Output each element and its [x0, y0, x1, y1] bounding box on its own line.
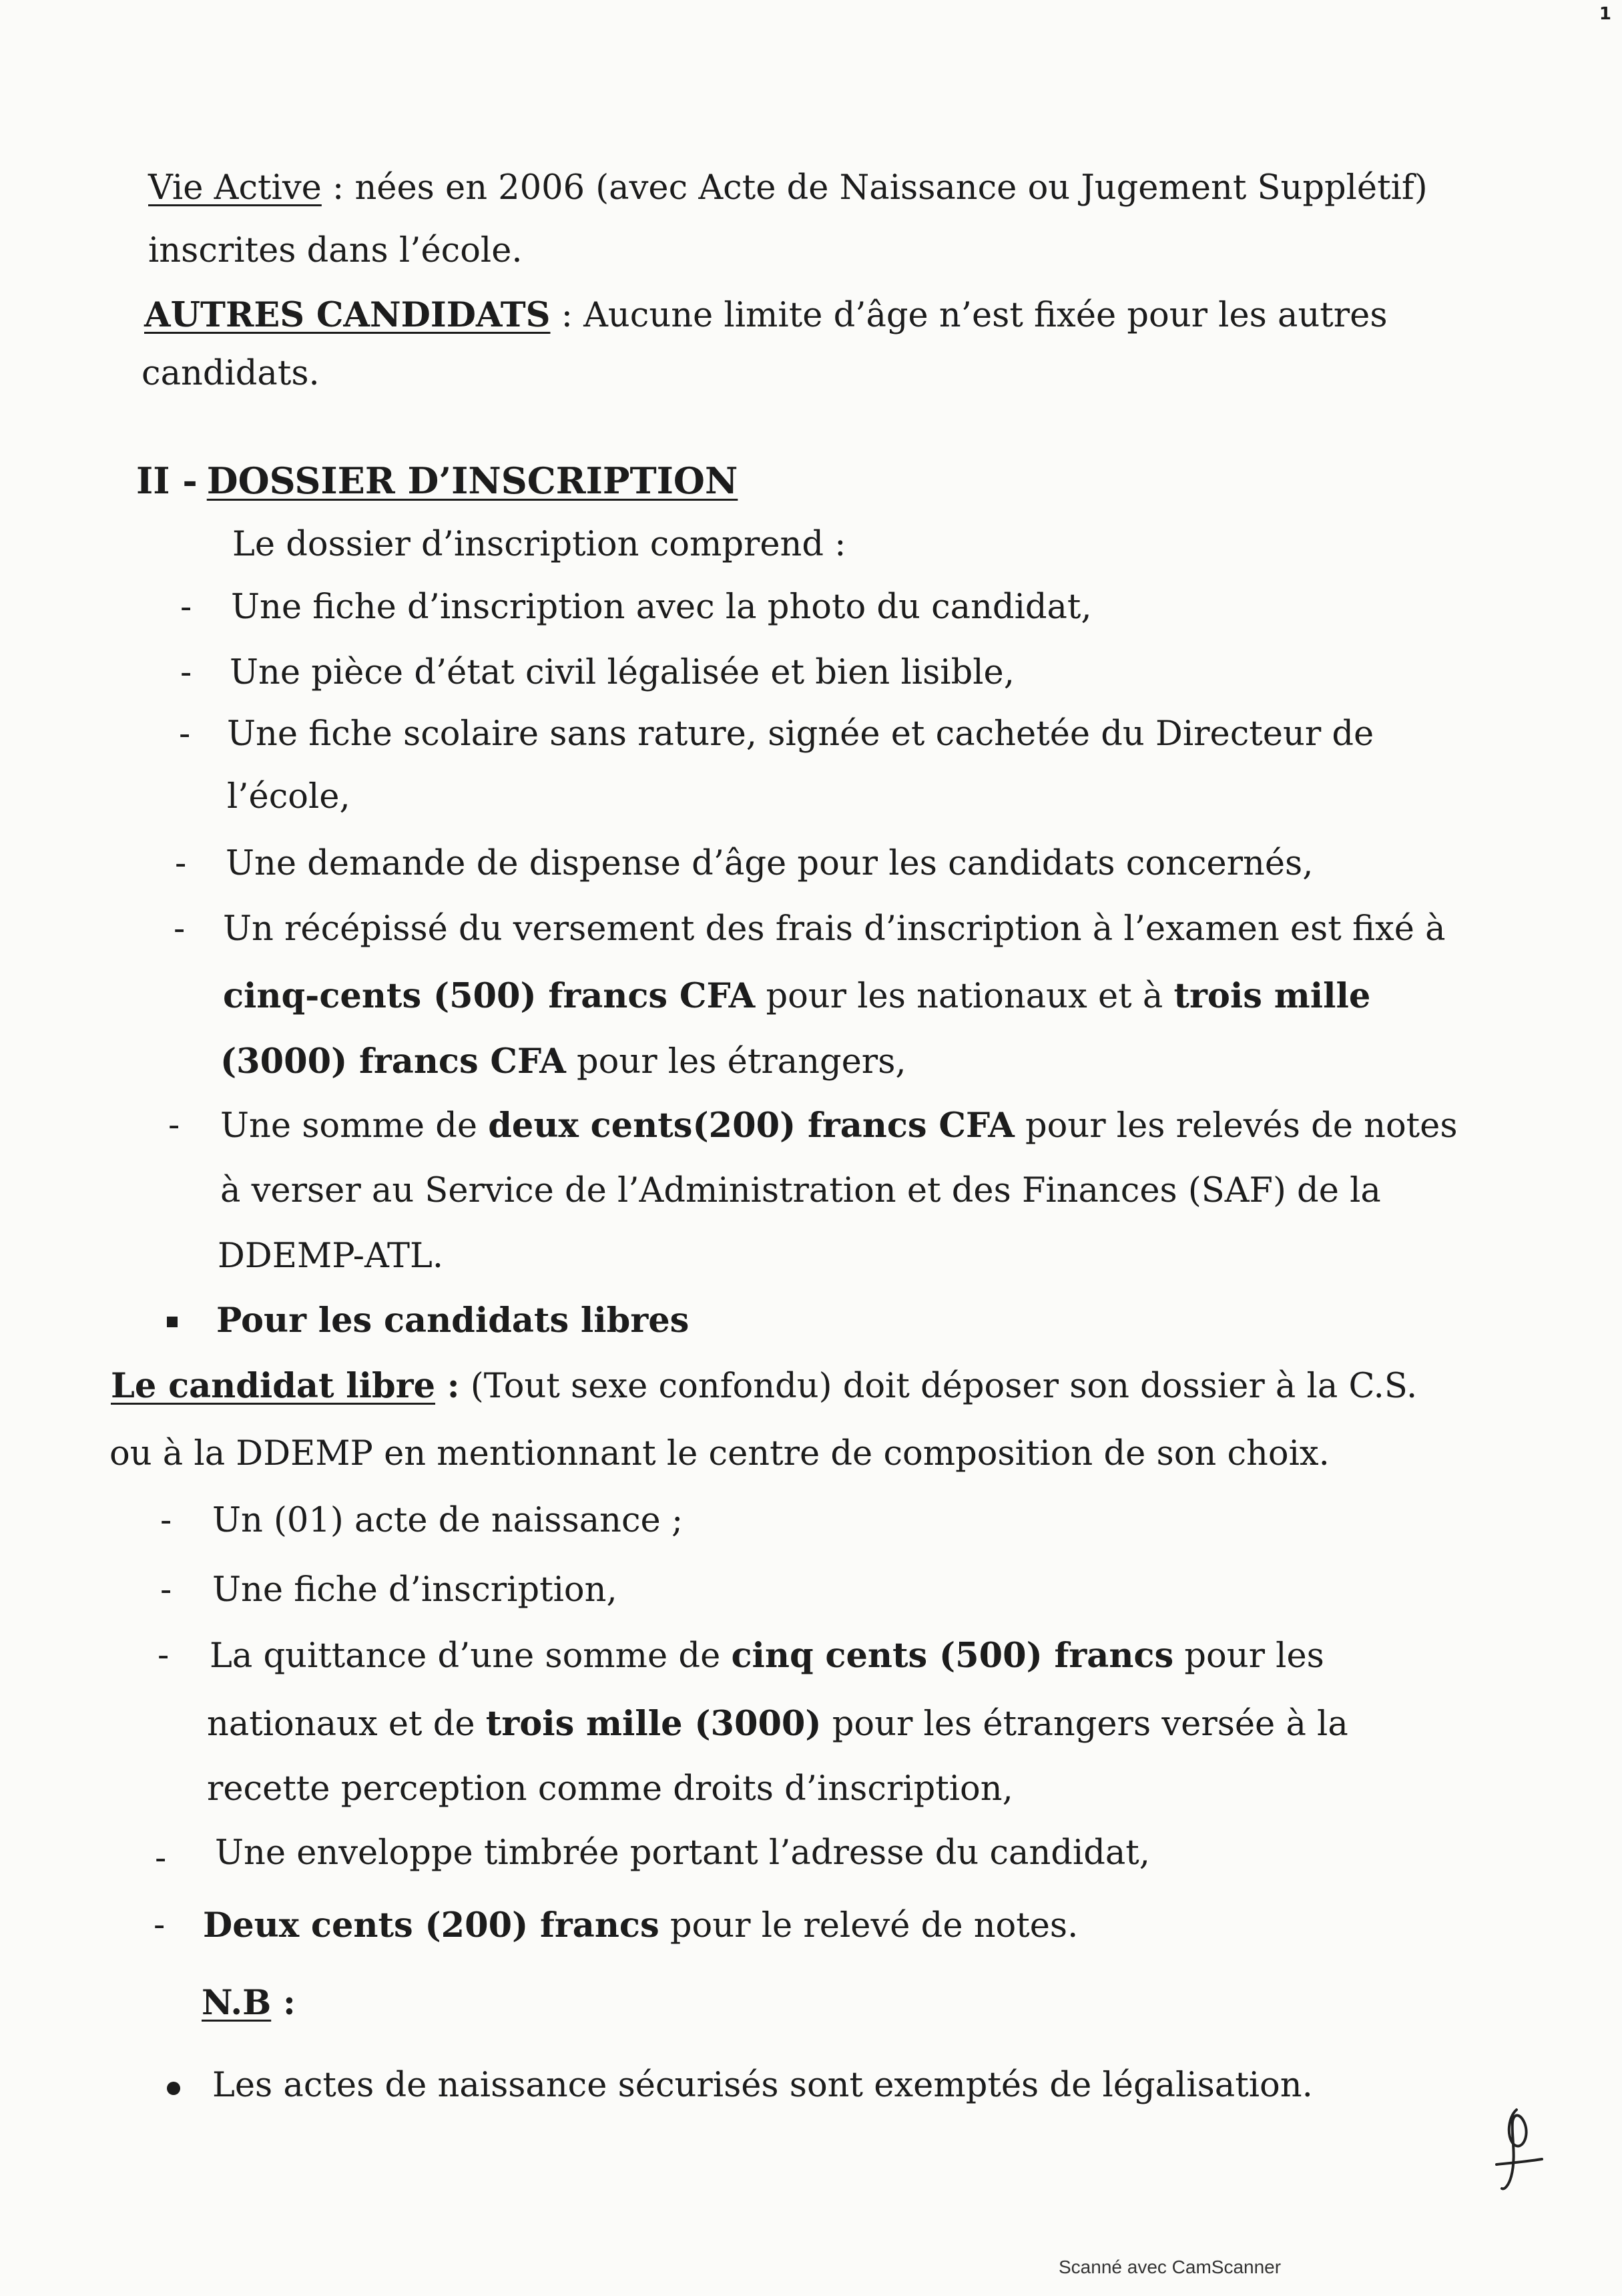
section-heading — [136, 459, 738, 503]
libres-item-5 — [203, 1904, 1078, 1947]
libres-item-3-cont — [207, 1702, 1348, 1746]
dash-bullet: - — [174, 909, 186, 949]
dossier-item-5-cont-2 — [220, 1040, 906, 1084]
dossier-item-4: Une demande de dispense d’âge pour les candidats concernés, — [226, 844, 1314, 883]
libres-item-3-cont-2: recette perception comme droits d’inscription, — [207, 1769, 1013, 1809]
vie-active-line-2: inscrites dans l’école. — [148, 231, 523, 270]
vie-active-text: : nées en 2006 (avec Acte de Naissance ou Jugement Supplétif) — [321, 168, 1428, 208]
libres-heading-text: Pour les candidats libres — [216, 1301, 690, 1341]
dossier-item-5-end: pour les étrangers, — [565, 1042, 906, 1082]
libres-item-1: Un (01) acte de naissance ; — [212, 1501, 684, 1540]
libres-heading — [216, 1299, 689, 1343]
vie-active-label: Vie Active — [148, 168, 322, 208]
fee-etrangers-1: trois mille — [1173, 976, 1371, 1016]
dash-bullet: - — [155, 1839, 167, 1878]
dash-bullet: - — [160, 1570, 172, 1610]
fee-nationaux: cinq-cents (500) francs CFA — [223, 976, 756, 1016]
dash-bullet: - — [180, 653, 192, 692]
section-intro: Le dossier d’inscription comprend : — [232, 525, 846, 564]
dossier-item-1: Une fiche d’inscription avec la photo du candidat, — [231, 588, 1092, 627]
dossier-item-3: Une fiche scolaire sans rature, signée et cachetée du Directeur de — [227, 714, 1374, 754]
dossier-item-6 — [220, 1104, 1458, 1148]
autres-candidats-text: : Aucune limite d’âge n’est fixée pour les autres — [550, 296, 1388, 335]
dash-bullet: - — [158, 1636, 170, 1675]
dossier-item-6-cont: à verser au Service de l’Administration et des Finances (SAF) de la — [220, 1171, 1381, 1210]
dossier-item-5-mid: pour les nationaux et à — [755, 977, 1174, 1016]
candidat-libre-colon: : — [435, 1366, 460, 1406]
page-number: 1 — [1599, 4, 1611, 24]
dash-bullet: - — [168, 1106, 180, 1145]
autres-candidats-line-2: candidats. — [142, 354, 320, 393]
dash-bullet: - — [179, 714, 191, 754]
libres-item-3-pre: La quittance d’une somme de — [210, 1636, 732, 1676]
section-title: DOSSIER D’INSCRIPTION — [206, 459, 738, 502]
square-bullet — [167, 1317, 178, 1327]
candidat-libre-text: (Tout sexe confondu) doit déposer son dossier à la C.S. — [459, 1367, 1418, 1406]
nb-label: N.B — [202, 1983, 272, 2023]
libres-item-3 — [210, 1634, 1324, 1678]
libres-item-5-post: pour le relevé de notes. — [659, 1906, 1079, 1945]
libres-item-4: Une enveloppe timbrée portant l’adresse du candidat, — [215, 1833, 1151, 1873]
dossier-item-6-pre: Une somme de — [220, 1106, 489, 1146]
candidat-libre-label: Le candidat libre — [111, 1366, 436, 1406]
libres-item-3-post: pour les — [1173, 1636, 1324, 1676]
dossier-item-5: Un récépissé du versement des frais d’inscription à l’examen est fixé à — [223, 909, 1446, 949]
fee-etrangers-2: (3000) francs CFA — [220, 1042, 566, 1082]
libres-item-3-l2-post: pour les étrangers versée à la — [821, 1704, 1348, 1744]
autres-candidats-line — [144, 294, 1388, 337]
autres-candidats-label: AUTRES CANDIDATS — [144, 295, 551, 335]
libres-item-2: Une fiche d’inscription, — [212, 1570, 617, 1610]
nb-heading — [202, 1982, 296, 2025]
libres-fee-releve: Deux cents (200) francs — [203, 1905, 659, 1945]
dossier-item-6-cont-2: DDEMP-ATL. — [218, 1236, 444, 1276]
fee-releves: deux cents(200) francs CFA — [488, 1106, 1015, 1146]
dash-bullet: - — [154, 1905, 166, 1945]
libres-fee-etrangers: trois mille (3000) — [485, 1704, 822, 1744]
dossier-item-5-cont — [223, 975, 1370, 1018]
libres-fee-nationaux: cinq cents (500) francs — [731, 1636, 1174, 1676]
dossier-item-2: Une pièce d’état civil légalisée et bien lisible, — [230, 653, 1015, 692]
dash-bullet: - — [160, 1501, 172, 1540]
dash-bullet: - — [175, 844, 187, 883]
vie-active-line — [148, 167, 1456, 210]
handwritten-initial-icon — [1482, 2103, 1555, 2197]
dash-bullet: - — [180, 588, 192, 627]
nb-colon: : — [271, 1983, 296, 2023]
scanner-footer: Scanné avec CamScanner — [1059, 2257, 1282, 2277]
dossier-item-6-post: pour les relevés de notes — [1014, 1106, 1458, 1146]
candidat-libre-line — [111, 1365, 1417, 1408]
section-number: II - — [136, 459, 198, 502]
round-bullet — [167, 2082, 180, 2095]
dossier-item-3-cont: l’école, — [227, 777, 350, 817]
libres-item-3-l2-pre: nationaux et de — [207, 1704, 486, 1744]
nb-note: Les actes de naissance sécurisés sont exemptés de légalisation. — [212, 2066, 1313, 2105]
candidat-libre-line-2: ou à la DDEMP en mentionnant le centre de composition de son choix. — [109, 1434, 1330, 1473]
